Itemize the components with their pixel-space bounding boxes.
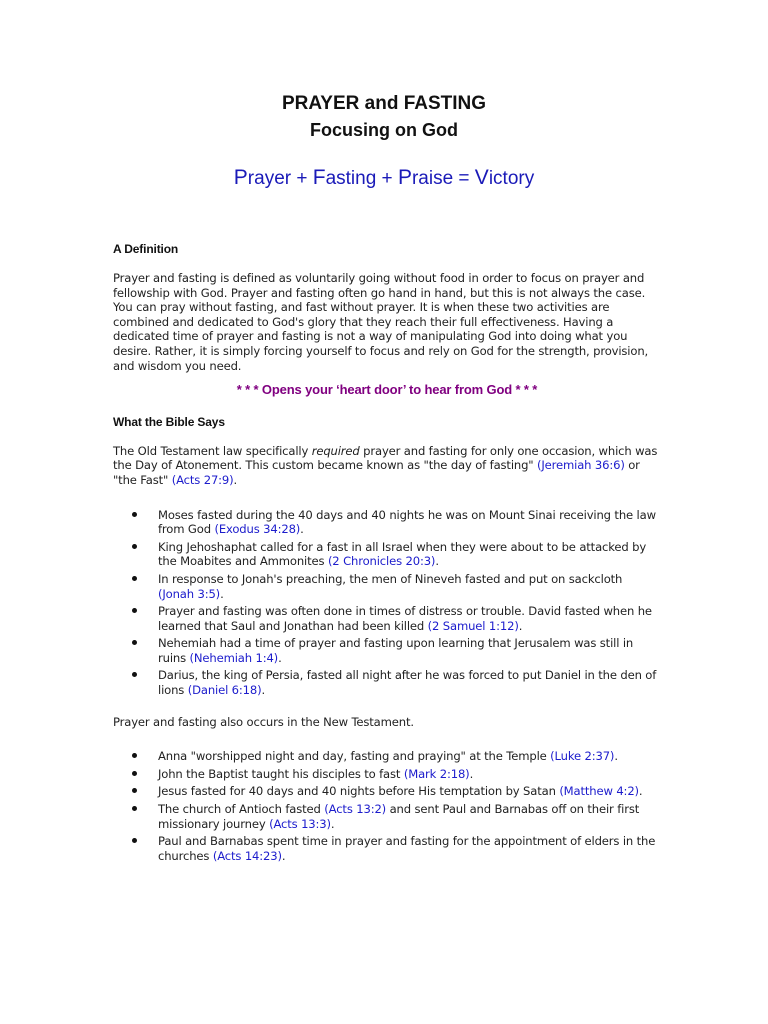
bullet-icon xyxy=(132,608,137,613)
equation-initial: P xyxy=(397,166,412,189)
highlight-callout: * * * Opens your ‘heart door’ to hear from God * * * xyxy=(236,382,538,398)
definition-paragraph: Prayer and fasting is defined as voluntarily going without food in order to focus on prayer and fellowship with God. Prayer and fasting often go hand in hand, but this is not always the case. You can pray without fasting, and fast without prayer. It is when these two activities are combined and dedicated to God's glory that they reach their full effectiveness. Having a dedicated time of prayer and fasting is not a way of manipulating God into doing what you desire. Rather, it is simply forcing yourself to focus and rely on God for the strength, provision, and wisdom you need. xyxy=(113,271,649,373)
section-heading-definition: A Definition xyxy=(113,242,179,256)
list-item xyxy=(158,767,661,782)
scripture-link[interactable]: (Luke 2:37) xyxy=(550,749,615,764)
scripture-link[interactable]: (Jeremiah 36:6) xyxy=(537,458,625,473)
scripture-link[interactable]: (Acts 14:23) xyxy=(212,848,282,863)
equation-initial: F xyxy=(312,166,326,189)
item-text: John the Baptist taught his disciples to fast xyxy=(158,766,404,781)
bullet-icon xyxy=(132,512,137,517)
equation-line xyxy=(0,166,768,190)
equation-word: ictory xyxy=(488,168,535,189)
bullet-icon xyxy=(132,838,137,843)
bible-intro-paragraph xyxy=(113,444,661,488)
scripture-link[interactable]: (Mark 2:18) xyxy=(403,766,470,781)
list-item xyxy=(158,604,661,633)
item-text: Moses fasted during the 40 days and 40 nights he was on Mount Sinai receiving the law from God xyxy=(158,507,656,537)
bullet-icon xyxy=(132,771,137,776)
equation-word: raise xyxy=(411,168,454,189)
scripture-link[interactable]: (Exodus 34:28) xyxy=(214,522,301,537)
scripture-link[interactable]: (Acts 13:2) xyxy=(324,802,387,817)
old-testament-list xyxy=(113,508,661,698)
bullet-icon xyxy=(132,753,137,758)
item-text: King Jehoshaphat called for a fast in all Israel when they were about to be attacked by the Moabites and Ammonites xyxy=(158,539,647,569)
item-text: Nehemiah had a time of prayer and fasting upon learning that Jerusalem was still in ruins xyxy=(158,636,634,665)
intro-emphasis: required xyxy=(311,443,360,458)
bullet-icon xyxy=(132,672,137,677)
bullet-icon xyxy=(132,640,137,645)
equation-initial: V xyxy=(474,166,489,189)
item-end: . xyxy=(300,522,304,537)
scripture-link[interactable]: (2 Chronicles 20:3) xyxy=(327,554,436,569)
page-subtitle: Focusing on God xyxy=(310,120,458,140)
list-item xyxy=(158,749,661,764)
list-item xyxy=(158,572,661,601)
item-end: . xyxy=(261,683,266,698)
scripture-link[interactable]: (2 Samuel 1:12) xyxy=(427,618,519,633)
equation-operator: = xyxy=(453,168,475,189)
list-item xyxy=(158,508,661,537)
item-text: Prayer and fasting was often done in times of distress or trouble. David fasted when he learned that Saul and Jonathan had been killed xyxy=(158,604,652,633)
bullet-icon xyxy=(132,544,137,549)
scripture-link[interactable]: (Acts 13:3) xyxy=(269,816,331,831)
intro-text: . xyxy=(233,472,238,487)
list-item xyxy=(158,636,661,665)
scripture-link[interactable]: (Acts 27:9) xyxy=(171,472,234,487)
list-item xyxy=(158,802,661,831)
item-end: . xyxy=(330,816,335,831)
item-end: . xyxy=(614,749,618,764)
item-text: and sent Paul and Barnabas off on their first missionary journey xyxy=(158,802,640,831)
item-text: Jesus fasted for 40 days and 40 nights before His temptation by Satan xyxy=(158,784,560,799)
bullet-icon xyxy=(132,788,137,793)
page-title: PRAYER and FASTING xyxy=(281,93,487,114)
new-testament-list xyxy=(113,749,661,863)
item-end: . xyxy=(469,766,474,781)
list-item xyxy=(158,540,661,569)
scripture-link[interactable]: (Nehemiah 1:4) xyxy=(189,650,279,665)
equation-operator: + xyxy=(376,168,398,189)
item-end: . xyxy=(278,650,282,665)
item-end: . xyxy=(281,848,286,863)
new-testament-intro: Prayer and fasting also occurs in the New Testament. xyxy=(113,714,414,729)
list-item xyxy=(158,784,661,799)
bullet-icon xyxy=(132,806,137,811)
bullet-icon xyxy=(132,576,137,581)
scripture-link[interactable]: (Matthew 4:2) xyxy=(559,784,639,799)
scripture-link[interactable]: (Daniel 6:18) xyxy=(187,683,262,698)
item-end: . xyxy=(518,618,523,633)
intro-text: The Old Testament law specifically xyxy=(113,443,312,458)
equation-initial: P xyxy=(233,166,248,189)
list-item xyxy=(158,834,661,863)
document-body xyxy=(113,241,661,866)
item-end: . xyxy=(435,554,439,569)
list-item xyxy=(158,668,661,697)
item-text: In response to Jonah's preaching, the men of Nineveh fasted and put on sackcloth xyxy=(158,571,623,586)
item-text: The church of Antioch fasted xyxy=(158,802,325,817)
equation-word: rayer xyxy=(247,168,292,189)
item-end: . xyxy=(220,586,224,601)
intro-text: prayer and fasting for only one occasion, which was the Day of Atonement. This custom became known as "the day of fasting" xyxy=(113,443,658,473)
equation-operator: + xyxy=(291,168,313,189)
intro-text: or "the Fast" xyxy=(113,458,640,487)
equation-word: asting xyxy=(325,168,377,189)
item-text: Anna "worshipped night and day, fasting and praying" at the Temple xyxy=(158,749,551,764)
scripture-link[interactable]: (Jonah 3:5) xyxy=(158,586,221,601)
item-text: Darius, the king of Persia, fasted all night after he was forced to put Daniel in the den of lions xyxy=(158,668,657,698)
item-text: Paul and Barnabas spent time in prayer and fasting for the appointment of elders in the churches xyxy=(158,834,656,863)
section-heading-bible: What the Bible Says xyxy=(113,414,225,429)
item-end: . xyxy=(638,784,643,799)
